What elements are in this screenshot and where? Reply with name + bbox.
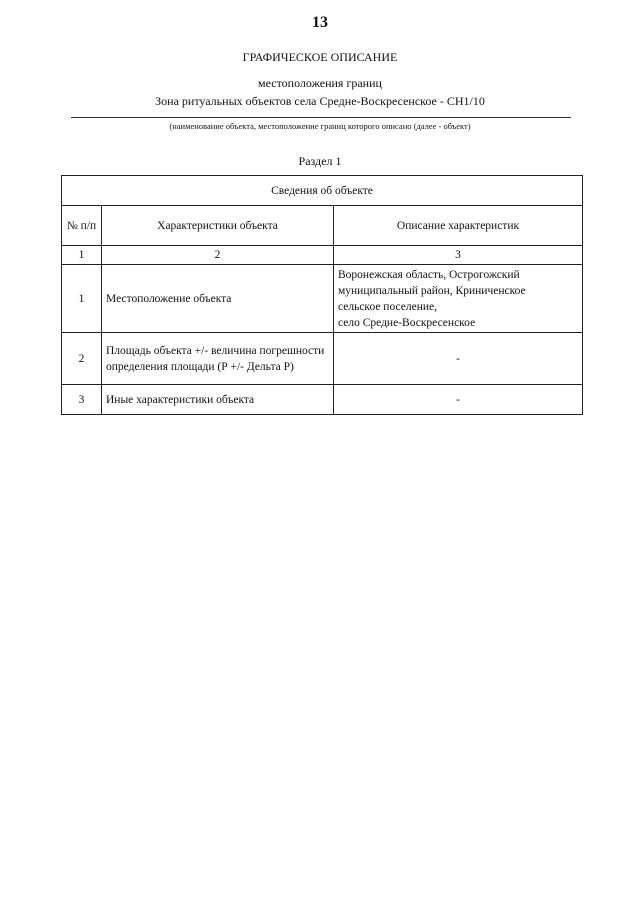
header-characteristic: Характеристики объекта bbox=[102, 206, 334, 246]
section-title: Раздел 1 bbox=[298, 154, 342, 168]
column-number-2: 2 bbox=[102, 246, 334, 265]
column-number-1: 1 bbox=[62, 246, 102, 265]
row-description: - bbox=[334, 385, 583, 415]
header-number: № п/п bbox=[62, 206, 102, 246]
row-number: 2 bbox=[62, 333, 102, 385]
object-name-underline bbox=[71, 117, 571, 118]
table-row bbox=[62, 333, 583, 385]
header-description: Описание характеристик bbox=[334, 206, 583, 246]
page-number: 13 bbox=[312, 14, 328, 31]
row-characteristic: Иные характеристики объекта bbox=[102, 385, 334, 415]
description-line: сельское поселение, bbox=[338, 300, 437, 313]
row-description bbox=[334, 265, 583, 333]
table-row bbox=[62, 385, 583, 415]
table-row bbox=[62, 265, 583, 333]
description-line: муниципальный район, Криниченское bbox=[338, 284, 526, 297]
row-number: 1 bbox=[62, 265, 102, 333]
object-name-caption: (наименование объекта, местоположение границ которого описано (далее - объект) bbox=[169, 121, 471, 131]
row-description: - bbox=[334, 333, 583, 385]
object-info-table bbox=[61, 175, 583, 415]
document-title: ГРАФИЧЕСКОЕ ОПИСАНИЕ bbox=[242, 50, 398, 64]
description-line: село Средне-Воскресенское bbox=[338, 316, 476, 329]
row-number: 3 bbox=[62, 385, 102, 415]
document-subtitle: местоположения границ bbox=[258, 76, 382, 90]
row-characteristic: Местоположение объекта bbox=[102, 265, 334, 333]
column-number-3: 3 bbox=[334, 246, 583, 265]
object-name: Зона ритуальных объектов села Средне-Воскресенское - СН1/10 bbox=[155, 94, 485, 108]
description-line: Воронежская область, Острогожский bbox=[338, 268, 520, 281]
table-caption: Сведения об объекте bbox=[62, 176, 583, 206]
row-characteristic: Площадь объекта +/- величина погрешности определения площади (Р +/- Дельта Р) bbox=[102, 333, 334, 385]
